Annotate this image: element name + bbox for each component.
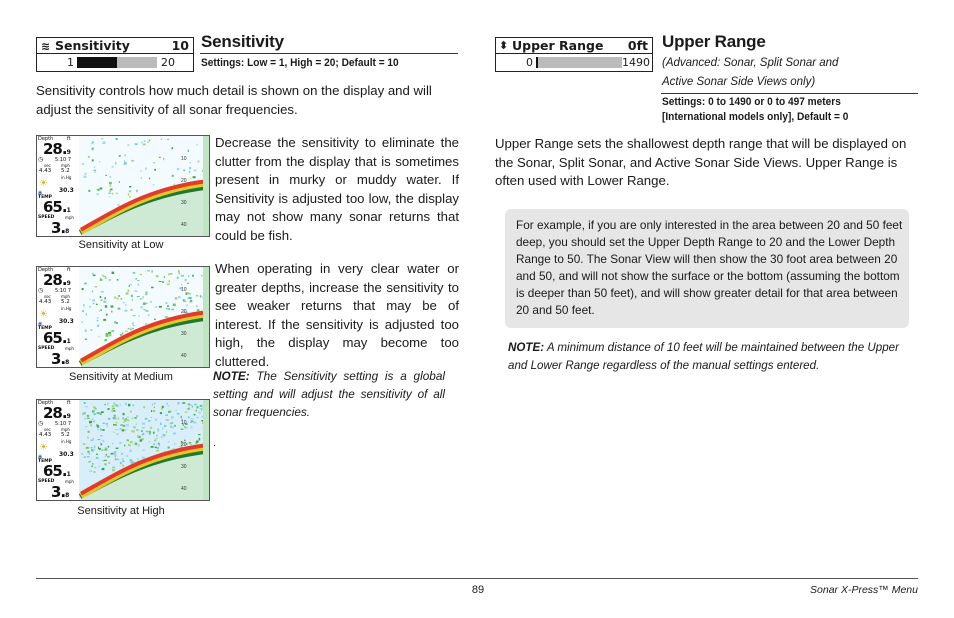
sonar-image-low — [36, 135, 210, 237]
sun-icon: ☀ — [39, 309, 48, 320]
caption-medium: Sensitivity at Medium — [69, 371, 173, 383]
sensitivity-para-decrease: Decrease the sensitivity to eliminate the clutter from the display that is sometimes present in murky or muddy water. If Sensitivity is adjusted too low, the display may not show many sonar returns that could be fish. — [215, 135, 459, 243]
temp-label: TEMP — [38, 326, 52, 331]
sonar-readout-panel — [37, 136, 79, 236]
temp-value: 65.1 — [43, 329, 70, 347]
sensitivity-menu-label: Sensitivity — [55, 38, 130, 53]
depth-value: 28.9 — [43, 404, 70, 422]
depth-scale-label: 20 — [181, 442, 187, 448]
sensitivity-max-label: 20 — [161, 56, 175, 69]
sec-label: sec — [44, 163, 51, 168]
temp-decimal: 1 — [66, 471, 70, 478]
sec-label: sec — [44, 294, 51, 299]
temp-small-value: 30.3 — [59, 187, 74, 194]
depth-label: Depth — [38, 400, 54, 406]
speed-decimal: 8 — [65, 492, 69, 499]
sensitivity-menu-value: 10 — [171, 38, 189, 53]
sensitivity-settings: Settings: Low = 1, High = 20; Default = 10 — [201, 57, 399, 69]
sec-label: sec — [44, 427, 51, 432]
upper-range-intro — [495, 135, 923, 191]
depth-unit: ft — [67, 136, 71, 142]
upper-range-settings-2: [International models only], Default = 0 — [662, 111, 849, 123]
upper-range-title: Upper Range — [662, 32, 766, 51]
sensitivity-para-increase: When operating in very clear water or greater depths, increase the sensitivity to see weaker returns that may be of interest. If the sensitivity is adjusted too high, the display may become too cluttered. — [215, 261, 459, 369]
readout-value-2: 5.2 — [61, 299, 70, 305]
sonar-readout-panel — [37, 400, 79, 500]
depth-decimal: 9 — [66, 413, 70, 420]
depth-unit: ft — [67, 267, 71, 273]
depth-scale-label: 40 — [181, 353, 187, 359]
depth-scale-label: 20 — [181, 309, 187, 315]
sensitivity-note-label: NOTE: — [213, 369, 250, 383]
footer-rule — [36, 578, 918, 579]
gauge-icon: ◉ — [38, 321, 43, 327]
sun-icon: ☀ — [39, 442, 48, 453]
upper-range-slider-track — [536, 57, 622, 68]
upper-range-min-label: 0 — [526, 56, 533, 69]
mph-label: mph — [61, 163, 70, 168]
upper-range-subtitle-1: (Advanced: Sonar, Split Sonar and — [662, 57, 839, 69]
time-value: 5:10 7 — [55, 421, 71, 427]
sensitivity-rule — [200, 53, 458, 54]
upper-range-note-text: A minimum distance of 10 feet will be maintained between the Upper and Lower Range regardless of the manual settings entered. — [508, 341, 899, 372]
temp-small-value: 30.3 — [59, 451, 74, 458]
depth-scale-label: 40 — [181, 222, 187, 228]
speed-decimal: 8 — [65, 228, 69, 235]
time-value: 5:10 7 — [55, 288, 71, 294]
upper-range-intro-rest: sets the shallowest depth range that will be displayed on the Sonar, Split Sonar, and Active Sonar Side Views. Upper Range is often used with Lower Range. — [495, 136, 907, 189]
clock-icon: ◷ — [38, 156, 44, 163]
inhg-label: in.Hg — [61, 175, 72, 180]
depth-scale-label: 30 — [181, 200, 187, 206]
speed-label: SPEED — [38, 215, 55, 220]
depth-label: Depth — [38, 136, 54, 142]
sensitivity-min-label: 1 — [67, 56, 74, 69]
depth-scale-label: 10 — [181, 156, 187, 162]
inhg-label: in.Hg — [61, 306, 72, 311]
upper-range-settings-1: Settings: 0 to 1490 or 0 to 497 meters — [662, 96, 841, 108]
gauge-icon: ◉ — [38, 454, 43, 460]
mph-label: mph — [61, 427, 70, 432]
sensitivity-title: Sensitivity — [201, 32, 284, 51]
temp-value: 65.1 — [43, 462, 70, 480]
temp-small-value: 30.3 — [59, 318, 74, 325]
temp-decimal: 1 — [66, 207, 70, 214]
upper-range-menu-label: Upper Range — [512, 38, 604, 53]
sun-icon: ☀ — [39, 178, 48, 189]
readout-value-2: 5.2 — [61, 168, 70, 174]
sensitivity-note-text: The Sensitivity setting is a global setting and will adjust the sensitivity of all sonar frequencies. — [213, 369, 445, 419]
temp-label: TEMP — [38, 459, 52, 464]
depth-decimal: 9 — [66, 280, 70, 287]
sonar-image-high — [36, 399, 210, 501]
example-box — [505, 209, 909, 328]
speed-value: 3.8 — [51, 219, 69, 237]
temp-decimal: 1 — [66, 338, 70, 345]
upper-range-menu-value: 0ft — [627, 38, 648, 53]
footer-section: Sonar X-Press™ Menu — [810, 584, 918, 596]
speed-label: SPEED — [38, 346, 55, 351]
sensitivity-slider-fill — [77, 57, 117, 68]
speed-value: 3.8 — [51, 350, 69, 368]
sensitivity-note — [213, 367, 445, 421]
readout-value-2: 5.2 — [61, 432, 70, 438]
sensitivity-intro-rest: controls how much detail is shown on the display and will adjust the sensitivity of all sonar frequencies. — [36, 83, 432, 117]
upper-range-max-label: 1490 — [622, 56, 650, 69]
inhg-label: in.Hg — [61, 439, 72, 444]
sonar-image-medium — [36, 266, 210, 368]
sensitivity-menu-icon: ≋ — [41, 40, 51, 53]
sensitivity-intro-term: Sensitivity — [36, 83, 96, 98]
speed-label: SPEED — [38, 479, 55, 484]
upper-range-rule — [661, 93, 918, 94]
speed-unit: mph — [65, 346, 74, 351]
sonar-readout-panel — [37, 267, 79, 367]
depth-scale-label: 30 — [181, 464, 187, 470]
speed-unit: mph — [65, 215, 74, 220]
page-number: 89 — [471, 584, 485, 596]
upper-range-menu-icon: ⬍ — [499, 39, 509, 52]
clock-icon: ◷ — [38, 420, 44, 427]
upper-range-intro-term: Upper Range — [495, 136, 574, 151]
depth-value: 28.9 — [43, 271, 70, 289]
caption-high: Sensitivity at High — [77, 505, 165, 517]
sensitivity-slider-track — [77, 57, 157, 68]
depth-scale-label: 10 — [181, 420, 187, 426]
depth-decimal: 9 — [66, 149, 70, 156]
caption-low: Sensitivity at Low — [78, 239, 164, 251]
readout-value-1: 4.43 — [39, 432, 52, 438]
upper-range-menu-box — [495, 37, 653, 72]
depth-value: 28.9 — [43, 140, 70, 158]
readout-value-1: 4.43 — [39, 168, 52, 174]
clock-icon: ◷ — [38, 287, 44, 294]
upper-range-note — [508, 339, 910, 375]
depth-scale-label: 40 — [181, 486, 187, 492]
depth-scale-label: 10 — [181, 287, 187, 293]
speed-unit: mph — [65, 479, 74, 484]
stray-dot: . — [213, 437, 217, 449]
speed-decimal: 8 — [65, 359, 69, 366]
depth-scale-label: 30 — [181, 331, 187, 337]
gauge-icon: ◉ — [38, 190, 43, 196]
depth-label: Depth — [38, 267, 54, 273]
temp-label: TEMP — [38, 195, 52, 200]
upper-range-note-label: NOTE: — [508, 341, 545, 354]
temp-value: 65.1 — [43, 198, 70, 216]
sensitivity-menu-box — [36, 37, 194, 72]
depth-scale-label: 20 — [181, 178, 187, 184]
upper-range-subtitle-2: Active Sonar Side Views only) — [662, 76, 816, 88]
mph-label: mph — [61, 294, 70, 299]
sensitivity-intro — [36, 82, 466, 119]
readout-value-1: 4.43 — [39, 299, 52, 305]
depth-unit: ft — [67, 400, 71, 406]
time-value: 5:10 7 — [55, 157, 71, 163]
example-text: For example, if you are only interested in the area between 20 and 50 feet deep, you should set the Upper Depth Range to 20 and the Lower Depth Range to 50. The Sonar View will then show the 30 foot area between 20 and 50, and will not show the surface or the bottom (assuming the bottom is deeper than 50 feet), and will show greater detail for that area between 20 and 50 feet. — [516, 218, 903, 317]
speed-value: 3.8 — [51, 483, 69, 501]
